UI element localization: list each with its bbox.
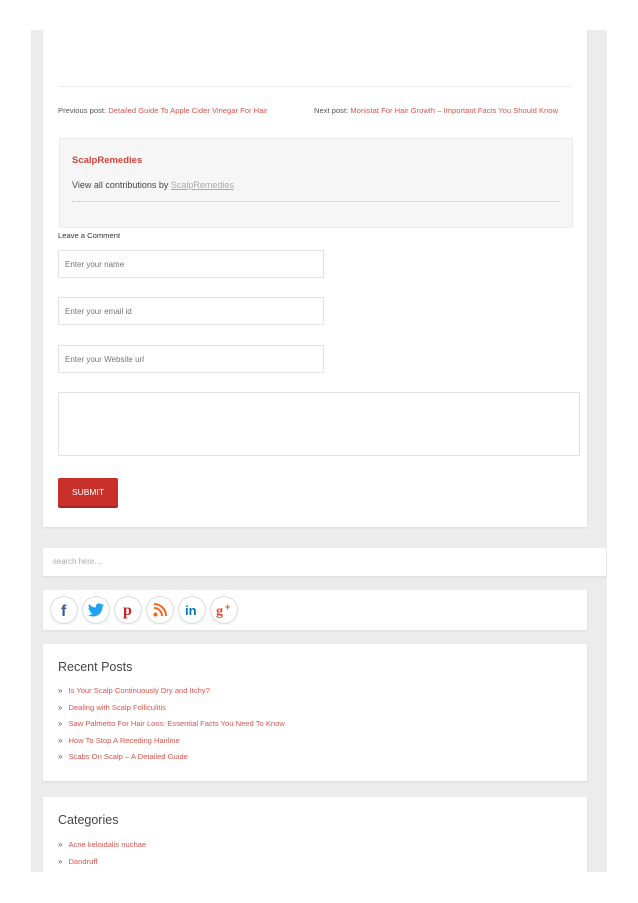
recent-posts-list [58, 686, 285, 769]
recent-posts-widget [43, 644, 587, 781]
author-divider [72, 201, 560, 202]
list-item [58, 703, 285, 720]
previous-post-link[interactable]: Detailed Guide To Apple Cider Vinegar For Hair [108, 106, 268, 115]
author-contrib-link[interactable]: ScalpRemedies [170, 180, 234, 190]
list-item [58, 719, 285, 736]
search-input[interactable]: search here… [53, 557, 102, 566]
list-item [58, 752, 285, 769]
recent-post-link[interactable]: Is Your Scalp Continuously Dry and Itchy? [68, 686, 210, 695]
chevron-right-icon: » [58, 686, 63, 695]
svg-text:in: in [185, 603, 197, 617]
search-widget [43, 548, 606, 576]
author-contrib-prefix: View all contributions by [72, 180, 169, 190]
author-name: ScalpRemedies [72, 155, 143, 166]
recent-post-link[interactable]: How To Stop A Receding Hairline [68, 735, 180, 745]
categories-widget [43, 797, 587, 877]
facebook-icon[interactable] [51, 597, 77, 623]
chevron-right-icon: » [58, 719, 63, 729]
pinterest-icon[interactable] [115, 597, 141, 623]
chevron-right-icon: » [58, 752, 63, 762]
recent-post-link[interactable]: Saw Palmetto For Hair Loss: Essential Facts You Need To Know [68, 719, 285, 729]
next-post-link[interactable]: Monistat For Hair Growth – Important Facts You Should Know [350, 106, 558, 115]
twitter-icon[interactable] [83, 597, 109, 623]
chevron-right-icon: » [58, 840, 63, 849]
page-footer-margin [0, 872, 638, 903]
svg-text:g: g [216, 604, 223, 618]
google-plus-icon[interactable] [211, 597, 237, 623]
recent-posts-title: Recent Posts [58, 660, 133, 674]
comment-heading: Leave a Comment [58, 231, 121, 240]
previous-post-nav [58, 106, 268, 115]
chevron-right-icon: » [58, 702, 63, 712]
divider [58, 86, 572, 87]
linkedin-icon[interactable] [179, 597, 205, 623]
rss-icon[interactable] [147, 597, 173, 623]
svg-text:f: f [61, 603, 67, 618]
author-box [59, 138, 573, 228]
email-input[interactable] [58, 297, 324, 325]
next-post-label: Next post: [314, 106, 349, 115]
svg-text:p: p [123, 602, 132, 619]
category-link[interactable]: Acne keloidalis nuchae [68, 840, 147, 849]
list-item [58, 686, 285, 703]
social-widget [43, 590, 587, 630]
chevron-right-icon: » [58, 735, 63, 745]
author-contributions [72, 180, 234, 190]
submit-button[interactable]: SUBMIT [58, 478, 118, 506]
previous-post-label: Previous post: [58, 106, 107, 115]
comment-textarea[interactable] [58, 392, 580, 456]
svg-text:+: + [225, 602, 231, 612]
categories-title: Categories [58, 813, 119, 827]
recent-post-link[interactable]: Dealing with Scalp Folliculitis [68, 702, 166, 712]
list-item [58, 736, 285, 753]
list-item [58, 857, 146, 874]
website-input[interactable] [58, 345, 324, 373]
name-input[interactable] [58, 250, 324, 278]
categories-list [58, 840, 146, 873]
next-post-nav [314, 106, 558, 115]
recent-post-link[interactable]: Scabs On Scalp – A Detailed Guide [68, 752, 188, 762]
category-link[interactable]: Dandruff [68, 856, 98, 866]
chevron-right-icon: » [58, 856, 63, 866]
list-item [58, 840, 146, 857]
